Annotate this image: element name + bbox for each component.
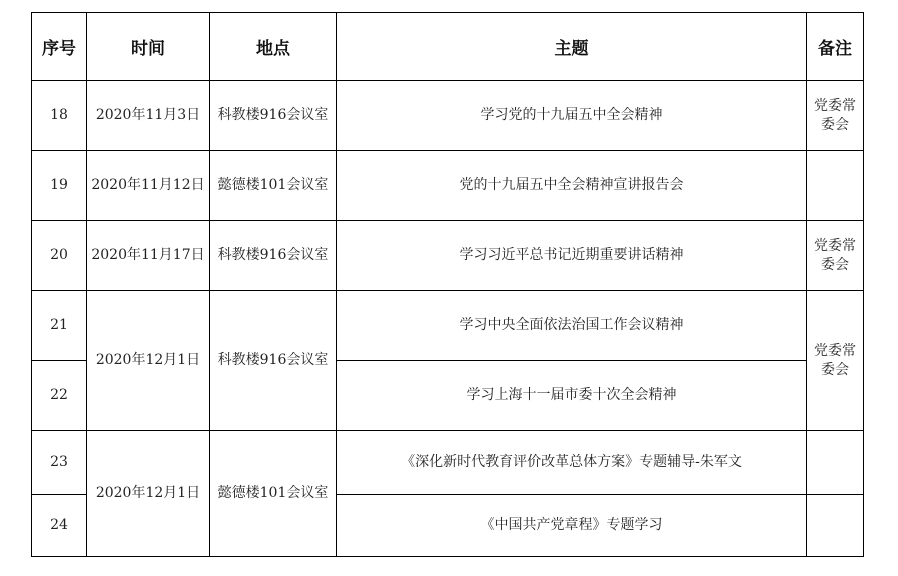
cell-seq: 23 <box>32 431 87 495</box>
cell-topic: 党的十九届五中全会精神宣讲报告会 <box>337 151 807 221</box>
header-remark: 备注 <box>807 13 864 81</box>
header-place: 地点 <box>210 13 337 81</box>
cell-seq: 19 <box>32 151 87 221</box>
cell-remark <box>807 291 864 431</box>
cell-place: 科教楼916会议室 <box>210 291 337 431</box>
cell-place: 科教楼916会议室 <box>210 221 337 291</box>
cell-seq: 22 <box>32 361 87 431</box>
remark-text: 党委常委会 <box>814 237 856 273</box>
cell-seq: 20 <box>32 221 87 291</box>
header-time: 时间 <box>87 13 210 81</box>
cell-time: 2020年11月3日 <box>87 81 210 151</box>
cell-remark <box>807 221 864 291</box>
cell-seq: 21 <box>32 291 87 361</box>
table-row <box>32 431 864 495</box>
cell-remark <box>807 151 864 221</box>
meeting-schedule-table <box>31 12 864 557</box>
cell-time: 2020年12月1日 <box>87 291 210 431</box>
cell-remark <box>807 431 864 495</box>
cell-time: 2020年12月1日 <box>87 431 210 557</box>
cell-topic: 学习上海十一届市委十次全会精神 <box>337 361 807 431</box>
table-row <box>32 81 864 151</box>
cell-seq: 18 <box>32 81 87 151</box>
table-row <box>32 291 864 361</box>
header-seq: 序号 <box>32 13 87 81</box>
cell-place: 懿德楼101会议室 <box>210 431 337 557</box>
remark-text: 党委常委会 <box>814 342 856 378</box>
cell-topic: 学习中央全面依法治国工作会议精神 <box>337 291 807 361</box>
table-row <box>32 221 864 291</box>
cell-place: 科教楼916会议室 <box>210 81 337 151</box>
cell-topic: 《深化新时代教育评价改革总体方案》专题辅导-朱军文 <box>337 431 807 495</box>
cell-seq: 24 <box>32 495 87 557</box>
remark-text: 党委常委会 <box>814 97 856 133</box>
header-topic: 主题 <box>337 13 807 81</box>
table-header-row <box>32 13 864 81</box>
table-row <box>32 151 864 221</box>
cell-topic: 学习党的十九届五中全会精神 <box>337 81 807 151</box>
cell-time: 2020年11月12日 <box>87 151 210 221</box>
cell-place: 懿德楼101会议室 <box>210 151 337 221</box>
cell-topic: 《中国共产党章程》专题学习 <box>337 495 807 557</box>
cell-remark <box>807 495 864 557</box>
cell-time: 2020年11月17日 <box>87 221 210 291</box>
cell-topic: 学习习近平总书记近期重要讲话精神 <box>337 221 807 291</box>
cell-remark <box>807 81 864 151</box>
